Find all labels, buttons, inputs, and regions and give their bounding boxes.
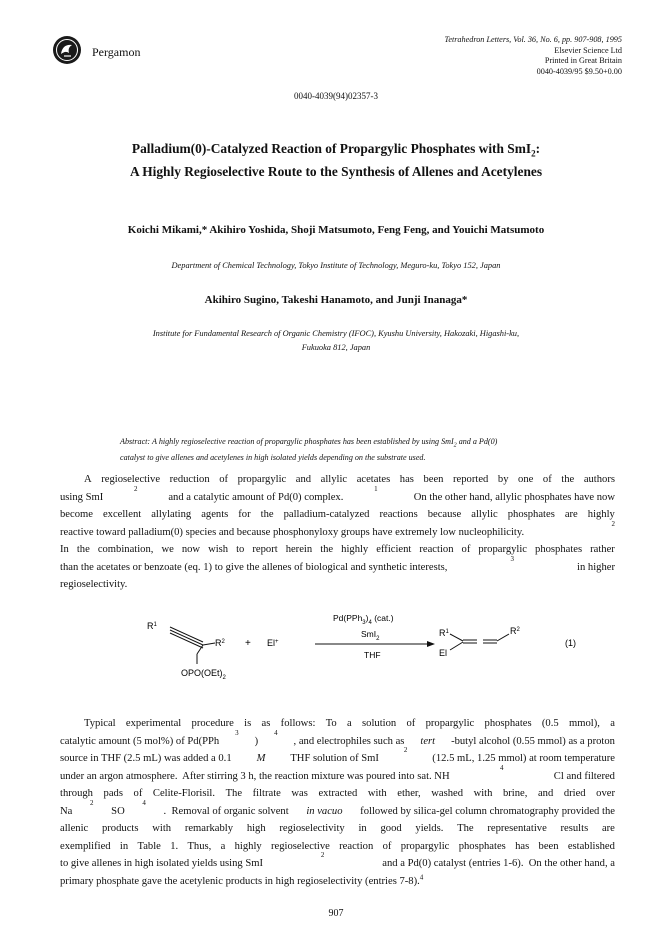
catalyst-label: $Pd(PPh_3)_4$ (cat.) <box>333 613 394 626</box>
p2-line-9: to give allenes in high isolated yields using SmI 2 and a Pd(0) catalyst (entries 1-6). On the other hand, a <box>60 851 615 869</box>
pergamon-logo-icon <box>52 35 82 65</box>
paragraph-1 <box>60 471 615 594</box>
price-code: 0040-4039/95 $9.50+0.00 <box>536 66 622 76</box>
publisher-name: Pergamon <box>92 45 141 59</box>
p2-line-5: through pads of Celite-Florisil. The filtrate was extracted with ether, washed with brine, and dried over <box>60 788 615 799</box>
reactant-r1: $R^1$ <box>147 621 157 631</box>
title-line-2: A Highly Regioselective Route to the Synthesis of Allenes and Acetylenes <box>129 164 543 180</box>
product-el: El <box>439 648 448 658</box>
page-number: 907 <box>328 908 344 919</box>
p2-line-4: under an argon atmosphere. After stirring 3 h, the reaction mixture was poured into sat. NH 4 Cl and filtered <box>60 763 615 782</box>
reagent-label: SmI$_2$ <box>361 629 380 642</box>
p2-line-8: exemplified in Table 1. Thus, a highly regioselective reaction of propargylic phosphates has been established <box>60 840 615 852</box>
affiliation-2 <box>40 327 632 355</box>
reaction-arrowhead <box>427 641 435 647</box>
abstract <box>120 436 600 464</box>
product-r1: $R^1$ <box>439 628 449 638</box>
product-r2: $R^2$ <box>510 626 520 636</box>
publication-info <box>445 35 622 77</box>
p2-line-6: Na 2 SO 4 . Removal of organic solvent in vacuo followed by silica-gel column chromatography provided the <box>60 798 615 817</box>
product-structure <box>450 634 509 650</box>
p2-line-3: source in THF (2.5 mL) was added a 0.1 M THF solution of SmI 2 (12.5 mL, 1.25 mmol) at room temperature <box>60 746 615 764</box>
plus-sign: + <box>245 638 251 649</box>
affiliation-1-text: Department of Chemical Technology, Tokyo Institute of Technology, Meguro-ku, Tokyo 152, Japan <box>171 261 501 270</box>
paragraph-2 <box>60 715 615 890</box>
title-line-1: Palladium(0)-Catalyzed Reaction of Propargylic Phosphates with SmI$_2$: <box>131 141 541 159</box>
article-identifier: 0040-4039(94)02357-3 <box>294 91 378 101</box>
p2-line-7: allenic products with remarkably high regioselectivity in good yields. The representative results are <box>60 823 615 834</box>
electrophile: El+ <box>267 638 279 648</box>
p2-line-10: primary phosphate gave the acetylenic products in high regioselectivity (entries 7-8).$^4$ <box>60 872 424 887</box>
p1-line-3: become excellent allylating agents for the palladium-catalyzed reactions because allylic phosphates are highly <box>60 509 615 520</box>
journal-citation: Tetrahedron Letters, Vol. 36, No. 6, pp. 907-908, 1995 <box>444 35 622 44</box>
p2-line-2: catalytic amount (5 mol%) of Pd(PPh 3 ) 4 , and electrophiles such as tert -butyl alcohol (0.55 mmol) as a proton <box>60 728 615 747</box>
affiliation-2-line-2: Fukuoka 812, Japan <box>301 343 371 352</box>
abstract-line-1: Abstract: A highly regioselective reaction of propargylic phosphates has been established by using SmI$_2$ and a Pd(0) <box>120 437 498 449</box>
reaction-scheme <box>145 610 605 690</box>
p1-line-5: In the combination, we now wish to report herein the highly efficient reaction of propargylic phosphates rather <box>60 544 615 555</box>
author-list-2: Akihiro Sugino, Takeshi Hanamoto, and Junji Inanaga* <box>204 294 468 306</box>
p1-line-6: than the acetates or benzoate (eq. 1) to give the allenes of biological and synthetic interests, 3 in higher <box>60 554 615 573</box>
p1-line-1: A regioselective reduction of propargylic and allylic acetates has been reported by one of the authors <box>84 474 615 485</box>
article-title <box>50 140 622 181</box>
p1-line-4: reactive toward palladium(0) species and because phosphonyloxy groups have extremely low nucleophilicity. 2 <box>60 519 615 538</box>
abstract-line-2: catalyst to give allenes and acetylenes in high isolated yields depending on the substrate used. <box>120 453 426 463</box>
affiliation-2-line-1: Institute for Fundamental Research of Organic Chemistry (IFOC), Kyushu University, Hakozaki, Higashi-ku, <box>152 329 520 338</box>
p1-line-7: regioselectivity. <box>60 579 128 590</box>
equation-label: (1) <box>565 638 576 648</box>
reactant-r2: $R^2$ <box>215 638 225 648</box>
leaving-group: $OPO(OEt)_2$ <box>181 668 226 681</box>
author-list-1: Koichi Mikami,* Akihiro Yoshida, Shoji Matsumoto, Feng Feng, and Youichi Matsumoto <box>127 224 545 236</box>
printed-in: Printed in Great Britain <box>544 56 622 66</box>
p1-line-2: using SmI 2 and a catalytic amount of Pd(0) complex. 1 On the other hand, allylic phosphates have now <box>60 484 615 503</box>
p2-line-1: Typical experimental procedure is as follows: To a solution of propargylic phosphates (0.5 mmol), a <box>84 718 615 729</box>
reactant-structure <box>170 627 215 664</box>
affiliation-1 <box>40 259 632 273</box>
publisher-ltd: Elsevier Science Ltd <box>554 45 622 55</box>
solvent-label: THF <box>364 650 381 660</box>
